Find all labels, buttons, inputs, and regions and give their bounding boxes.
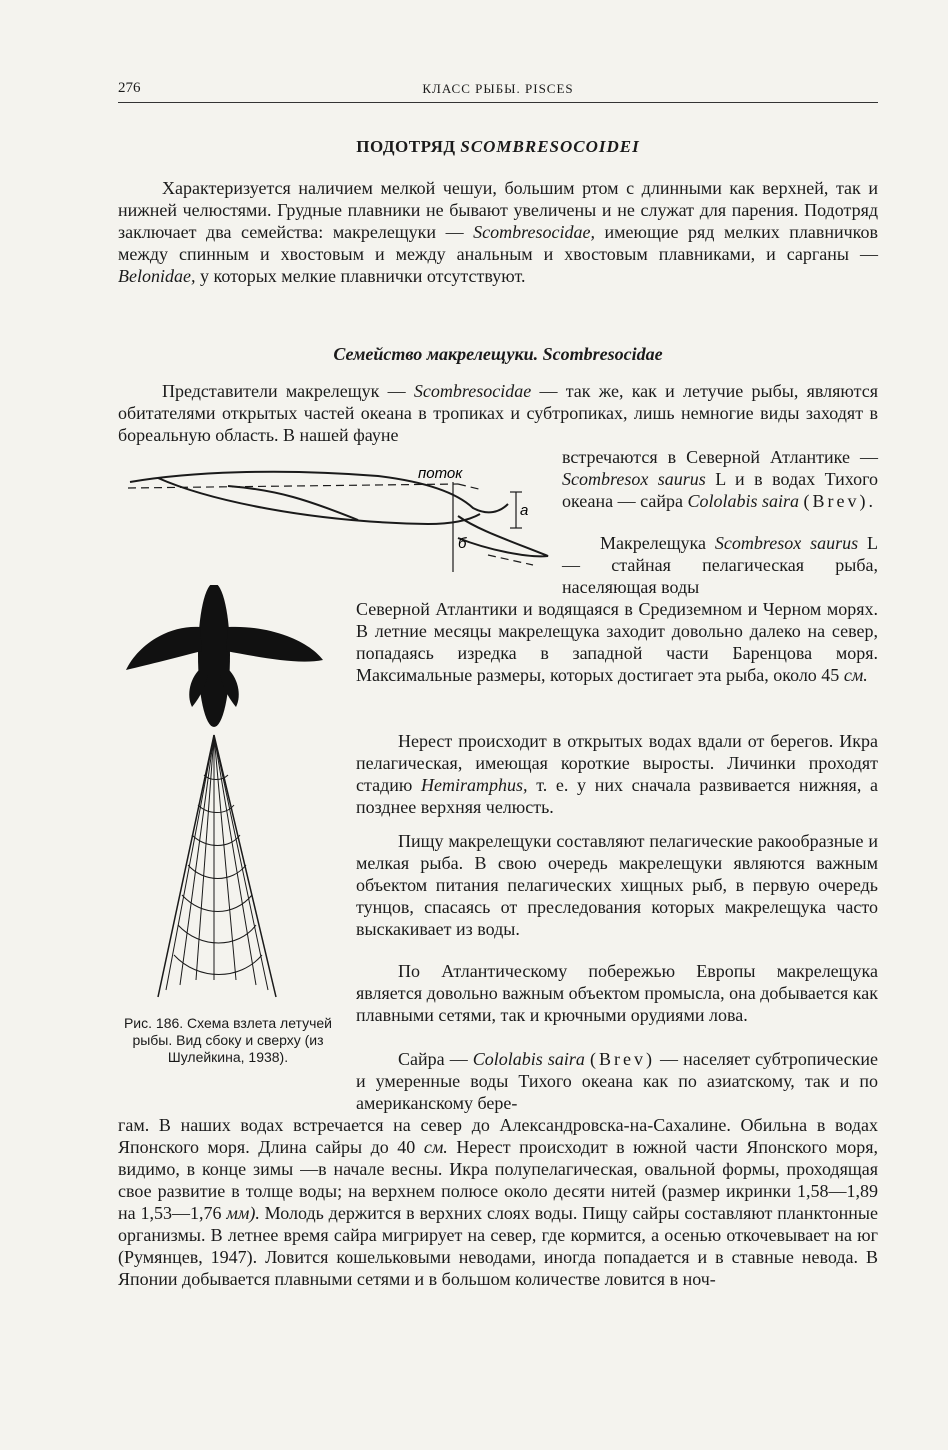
- label-b: б: [458, 535, 467, 552]
- suborder-paragraph: Характеризуется наличием мелкой чешуи, большим ртом с длинными как верхней, так и нижней челюстями. Грудные плавники не бывают увеличены и не служат для парения. Подотряд заключает два семейства: макрелещуки — Scombresocidae, имеющие ряд мелких плавничков между спинным и хвостовым и между анальным и хвостовым плавниками, и сарганы — Belonidae, у которых мелкие плавнички отсутствуют.: [118, 178, 879, 286]
- makrelshchuka-paragraph-start: Макрелещука Scombresox saurus L — стайная пелагическая рыба, населяющая воды: [562, 533, 879, 597]
- page-number: 276: [118, 80, 141, 96]
- figure-caption: Рис. 186. Схема взлета летучей рыбы. Вид сбоку и сверху (из Шулейкина, 1938).: [123, 1015, 333, 1065]
- water-line: [488, 555, 533, 565]
- fishery-paragraph: По Атлантическому побережью Европы макрелещука является довольно важным объектом промысла, она добывается как плавными сетями, так и крючными орудиями лова.: [356, 961, 878, 1025]
- spawning-paragraph: Нерест происходит в открытых водах вдали от берегов. Икра пелагическая, имеющая короткие выросты. Личинки проходят стадию Hemiramphus, т. е. у них сначала развивается нижняя, а позднее верхняя челюсть.: [356, 731, 879, 817]
- makrelshchuka-paragraph-cont: Северной Атлантики и водящаяся в Средиземном и Черном морях. В летние месяцы макрелещука заходит довольно далеко на север, попадаясь изредка в западной части Баренцова моря. Максимальные размеры, которых достигает эта рыба, около 45 см.: [356, 599, 878, 685]
- wave-pattern: [166, 735, 268, 990]
- fin-line: [228, 486, 358, 520]
- suborder-title: [118, 137, 878, 157]
- suborder-title-prefix: ПОДОТРЯД: [356, 137, 456, 156]
- saira-paragraph-start: Сайра — Cololabis saira (Brev) — населяет субтропические и умеренные воды Тихого океана как по азиатскому, так и по американскому бере-: [356, 1049, 878, 1113]
- page-header: [118, 80, 878, 103]
- figure-top-view: [118, 585, 348, 1005]
- label-a: а: [520, 502, 529, 519]
- intro-paragraph: Представители макрелещук — Scombresocidae — так же, как и летучие рыбы, являются обитателями открытых частей океана в тропиках и субтропиках, лишь немногие виды заходят в бореальную область. В нашей фауне: [118, 381, 879, 445]
- wave-pattern-sides: [158, 735, 276, 997]
- family-title-latin: Scombresocidae: [542, 344, 663, 364]
- flow-arrow: [458, 484, 483, 490]
- family-title-ru: Семейство макрелещуки.: [333, 344, 539, 364]
- tail-fin: [458, 516, 548, 556]
- label-flow: поток: [418, 465, 463, 482]
- food-paragraph: Пищу макрелещуки составляют пелагические ракообразные и мелкая рыба. В свою очередь макрелещуки являются важным объектом питания пелагических хищных рыб, в первую очередь тунцов, спасаясь от преследования которых макрелещука часто выскакивает из воды.: [356, 831, 878, 939]
- saira-paragraph-cont: гам. В наших водах встречается на север до Александровска-на-Сахалине. Обильна в водах Японского моря. Длина сайры до 40 см. Нерест происходит в южной части Японского моря, видимо, в конце зимы —в начале весны. Икра полупелагическая, овальной формы, проходящая свое развитие в толще воды; на верхнем полюсе около десяти нитей (размер икринки 1,58—1,89 на 1,53—1,76 мм). Молодь держится в верхних слоях воды. Пищу сайры составляют планктонные организмы. В летнее время сайра мигрирует на север, где кормится, а осенью откочевывает на юг (Румянцев, 1947). Ловится кошельковыми неводами, иногда попадается и в ставные невода. В Японии добывается плавными сетями и в большом количестве ловится в ноч-: [118, 1115, 879, 1289]
- species-locations-paragraph: встречаются в Северной Атлантике —Scombresox saurus L и в водах Тихого океана — сайра Cololabis saira (Brev).: [562, 447, 879, 511]
- fish-silhouette: [126, 585, 323, 727]
- running-head: КЛАСС РЫБЫ. PISCES: [422, 81, 574, 96]
- family-title: [118, 344, 878, 365]
- suborder-title-latin: SCOMBRESOCOIDEI: [460, 137, 640, 156]
- figure-side-view: [128, 460, 558, 580]
